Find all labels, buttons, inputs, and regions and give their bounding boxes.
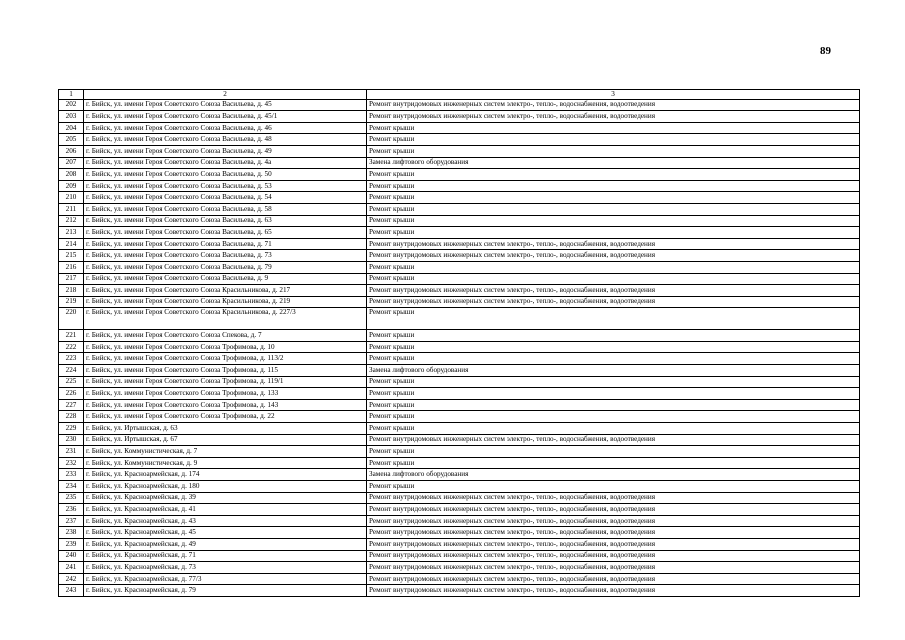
table-row (59, 538, 860, 550)
row-work-type: Ремонт крыши (367, 273, 860, 285)
row-work-type: Ремонт внутридомовых инженерных систем электро-, тепло-, водоснабжения, водоотведения (367, 527, 860, 539)
row-address: г. Бийск, ул. Иртышская, д. 63 (84, 423, 367, 435)
row-address: г. Бийск, ул. имени Героя Советского Союза Трофимова, д. 143 (84, 399, 367, 411)
row-work-type: Ремонт крыши (367, 341, 860, 353)
works-table-body (59, 90, 860, 597)
table-row (59, 388, 860, 400)
row-work-type: Ремонт крыши (367, 134, 860, 146)
table-header-row (59, 90, 860, 100)
row-address: г. Бийск, ул. имени Героя Советского Союза Васильева, д. 63 (84, 215, 367, 227)
row-address: г. Бийск, ул. имени Героя Советского Союза Васильева, д. 71 (84, 238, 367, 250)
row-work-type: Ремонт внутридомовых инженерных систем электро-, тепло-, водоснабжения, водоотведения (367, 238, 860, 250)
row-address: г. Бийск, ул. имени Героя Советского Союза Васильева, д. 46 (84, 122, 367, 134)
table-row (59, 515, 860, 527)
table-row (59, 192, 860, 204)
row-address: г. Бийск, ул. имени Героя Советского Союза Васильева, д. 45/1 (84, 111, 367, 123)
row-address: г. Бийск, ул. Коммунистическая, д. 7 (84, 446, 367, 458)
row-work-type: Ремонт крыши (367, 227, 860, 239)
row-number: 202 (59, 99, 84, 111)
table-row (59, 469, 860, 481)
table-row (59, 145, 860, 157)
row-work-type: Ремонт крыши (367, 388, 860, 400)
row-work-type: Ремонт крыши (367, 180, 860, 192)
table-row (59, 562, 860, 574)
row-number: 214 (59, 238, 84, 250)
row-address: г. Бийск, ул. имени Героя Советского Союза Васильева, д. 58 (84, 203, 367, 215)
row-work-type: Ремонт внутридомовых инженерных систем электро-, тепло-, водоснабжения, водоотведения (367, 515, 860, 527)
row-number: 237 (59, 515, 84, 527)
row-address: г. Бийск, ул. Красноармейская, д. 71 (84, 550, 367, 562)
row-number: 209 (59, 180, 84, 192)
row-address: г. Бийск, ул. Красноармейская, д. 180 (84, 481, 367, 493)
row-work-type: Ремонт крыши (367, 122, 860, 134)
row-number: 215 (59, 250, 84, 262)
row-work-type: Ремонт крыши (367, 399, 860, 411)
row-number: 216 (59, 261, 84, 273)
table-row (59, 273, 860, 285)
table-row (59, 353, 860, 365)
row-number: 211 (59, 203, 84, 215)
row-number: 229 (59, 423, 84, 435)
row-address: г. Бийск, ул. имени Героя Советского Союза Васильева, д. 50 (84, 169, 367, 181)
page-number: 89 (820, 45, 831, 57)
table-row (59, 341, 860, 353)
row-number: 242 (59, 573, 84, 585)
row-address: г. Бийск, ул. Иртышская, д. 67 (84, 434, 367, 446)
table-row (59, 308, 860, 330)
table-row (59, 423, 860, 435)
table-row (59, 434, 860, 446)
row-work-type: Ремонт внутридомовых инженерных систем электро-, тепло-, водоснабжения, водоотведения (367, 99, 860, 111)
row-number: 223 (59, 353, 84, 365)
row-number: 239 (59, 538, 84, 550)
row-number: 205 (59, 134, 84, 146)
row-work-type: Ремонт крыши (367, 192, 860, 204)
row-work-type: Ремонт крыши (367, 446, 860, 458)
row-work-type: Ремонт внутридомовых инженерных систем электро-, тепло-, водоснабжения, водоотведения (367, 111, 860, 123)
table-row (59, 169, 860, 181)
row-number: 235 (59, 492, 84, 504)
row-number: 225 (59, 376, 84, 388)
row-work-type: Ремонт крыши (367, 169, 860, 181)
row-work-type: Ремонт внутридомовых инженерных систем электро-, тепло-, водоснабжения, водоотведения (367, 492, 860, 504)
row-address: г. Бийск, ул. имени Героя Советского Союза Трофимова, д. 22 (84, 411, 367, 423)
row-work-type: Ремонт крыши (367, 353, 860, 365)
row-work-type: Ремонт внутридомовых инженерных систем электро-, тепло-, водоснабжения, водоотведения (367, 504, 860, 516)
row-number: 206 (59, 145, 84, 157)
row-address: г. Бийск, ул. имени Героя Советского Союза Красильникова, д. 219 (84, 296, 367, 308)
row-number: 232 (59, 457, 84, 469)
table-row (59, 180, 860, 192)
row-address: г. Бийск, ул. имени Героя Советского Союза Трофимова, д. 113/2 (84, 353, 367, 365)
row-address: г. Бийск, ул. имени Героя Советского Союза Васильева, д. 54 (84, 192, 367, 204)
row-number: 238 (59, 527, 84, 539)
row-number: 217 (59, 273, 84, 285)
row-number: 224 (59, 365, 84, 377)
row-address: г. Бийск, ул. имени Героя Советского Союза Васильева, д. 45 (84, 99, 367, 111)
row-address: г. Бийск, ул. имени Героя Советского Союза Красильникова, д. 217 (84, 285, 367, 297)
row-address: г. Бийск, ул. Коммунистическая, д. 9 (84, 457, 367, 469)
row-address: г. Бийск, ул. имени Героя Советского Союза Трофимова, д. 115 (84, 365, 367, 377)
row-number: 208 (59, 169, 84, 181)
row-work-type: Ремонт крыши (367, 376, 860, 388)
row-address: г. Бийск, ул. имени Героя Советского Союза Трофимова, д. 10 (84, 341, 367, 353)
table-row (59, 492, 860, 504)
table-row (59, 238, 860, 250)
table-row (59, 527, 860, 539)
row-work-type: Ремонт внутридомовых инженерных систем электро-, тепло-, водоснабжения, водоотведения (367, 296, 860, 308)
row-number: 222 (59, 341, 84, 353)
row-number: 241 (59, 562, 84, 574)
row-address: г. Бийск, ул. имени Героя Советского Союза Трофимова, д. 133 (84, 388, 367, 400)
row-address: г. Бийск, ул. Красноармейская, д. 39 (84, 492, 367, 504)
row-work-type: Замена лифтового оборудования (367, 469, 860, 481)
table-row (59, 376, 860, 388)
table-row (59, 215, 860, 227)
table-row (59, 365, 860, 377)
row-number: 218 (59, 285, 84, 297)
row-address: г. Бийск, ул. Красноармейская, д. 43 (84, 515, 367, 527)
table-row (59, 330, 860, 342)
row-number: 231 (59, 446, 84, 458)
row-work-type: Ремонт внутридомовых инженерных систем электро-, тепло-, водоснабжения, водоотведения (367, 250, 860, 262)
table-row (59, 99, 860, 111)
header-cell-address: 2 (84, 90, 367, 100)
row-address: г. Бийск, ул. Красноармейская, д. 49 (84, 538, 367, 550)
table-row (59, 457, 860, 469)
row-number: 233 (59, 469, 84, 481)
table-row (59, 296, 860, 308)
row-number: 207 (59, 157, 84, 169)
table-row (59, 157, 860, 169)
row-number: 227 (59, 399, 84, 411)
row-work-type: Ремонт внутридомовых инженерных систем электро-, тепло-, водоснабжения, водоотведения (367, 585, 860, 597)
row-work-type: Ремонт крыши (367, 203, 860, 215)
row-number: 228 (59, 411, 84, 423)
row-work-type: Ремонт внутридомовых инженерных систем электро-, тепло-, водоснабжения, водоотведения (367, 573, 860, 585)
table-row (59, 250, 860, 262)
row-address: г. Бийск, ул. имени Героя Советского Союза Васильева, д. 65 (84, 227, 367, 239)
table-row (59, 573, 860, 585)
row-work-type: Ремонт внутридомовых инженерных систем электро-, тепло-, водоснабжения, водоотведения (367, 285, 860, 297)
table-row (59, 550, 860, 562)
row-number: 234 (59, 481, 84, 493)
row-address: г. Бийск, ул. имени Героя Советского Союза Васильева, д. 9 (84, 273, 367, 285)
row-work-type: Ремонт крыши (367, 411, 860, 423)
row-work-type: Ремонт крыши (367, 457, 860, 469)
works-table (58, 89, 860, 597)
row-address: г. Бийск, ул. имени Героя Советского Союза Васильева, д. 48 (84, 134, 367, 146)
table-row (59, 134, 860, 146)
row-address: г. Бийск, ул. имени Героя Советского Союза Васильева, д. 53 (84, 180, 367, 192)
table-row (59, 399, 860, 411)
row-work-type: Замена лифтового оборудования (367, 157, 860, 169)
row-address: г. Бийск, ул. имени Героя Советского Союза Красильникова, д. 227/3 (84, 308, 367, 330)
row-work-type: Ремонт крыши (367, 330, 860, 342)
row-number: 230 (59, 434, 84, 446)
row-address: г. Бийск, ул. имени Героя Советского Союза Васильева, д. 73 (84, 250, 367, 262)
row-address: г. Бийск, ул. Красноармейская, д. 73 (84, 562, 367, 574)
table-row (59, 481, 860, 493)
row-number: 221 (59, 330, 84, 342)
table-row (59, 504, 860, 516)
row-number: 240 (59, 550, 84, 562)
header-cell-work: 3 (367, 90, 860, 100)
row-number: 226 (59, 388, 84, 400)
row-work-type: Ремонт внутридомовых инженерных систем электро-, тепло-, водоснабжения, водоотведения (367, 434, 860, 446)
table-row (59, 285, 860, 297)
row-work-type: Ремонт крыши (367, 145, 860, 157)
row-work-type: Ремонт крыши (367, 423, 860, 435)
table-row (59, 122, 860, 134)
row-work-type: Ремонт внутридомовых инженерных систем электро-, тепло-, водоснабжения, водоотведения (367, 538, 860, 550)
row-number: 236 (59, 504, 84, 516)
row-work-type: Замена лифтового оборудования (367, 365, 860, 377)
row-address: г. Бийск, ул. Красноармейская, д. 79 (84, 585, 367, 597)
header-cell-number: 1 (59, 90, 84, 100)
row-address: г. Бийск, ул. Красноармейская, д. 77/3 (84, 573, 367, 585)
row-number: 219 (59, 296, 84, 308)
row-address: г. Бийск, ул. имени Героя Советского Союза Васильева, д. 4а (84, 157, 367, 169)
row-address: г. Бийск, ул. Красноармейская, д. 45 (84, 527, 367, 539)
table-row (59, 203, 860, 215)
row-address: г. Бийск, ул. имени Героя Советского Союза Васильева, д. 49 (84, 145, 367, 157)
table-row (59, 261, 860, 273)
row-address: г. Бийск, ул. имени Героя Советского Союза Васильева, д. 79 (84, 261, 367, 273)
row-number: 213 (59, 227, 84, 239)
table-row (59, 111, 860, 123)
row-number: 204 (59, 122, 84, 134)
row-work-type: Ремонт крыши (367, 481, 860, 493)
table-row (59, 411, 860, 423)
row-address: г. Бийск, ул. Красноармейская, д. 41 (84, 504, 367, 516)
row-number: 210 (59, 192, 84, 204)
row-address: г. Бийск, ул. Красноармейская, д. 174 (84, 469, 367, 481)
table-row (59, 585, 860, 597)
row-number: 220 (59, 308, 84, 330)
row-work-type: Ремонт крыши (367, 215, 860, 227)
row-number: 212 (59, 215, 84, 227)
row-number: 243 (59, 585, 84, 597)
table-row (59, 227, 860, 239)
row-work-type: Ремонт крыши (367, 308, 860, 330)
row-work-type: Ремонт крыши (367, 261, 860, 273)
row-address: г. Бийск, ул. имени Героя Советского Союза Спекова, д. 7 (84, 330, 367, 342)
row-number: 203 (59, 111, 84, 123)
row-work-type: Ремонт внутридомовых инженерных систем электро-, тепло-, водоснабжения, водоотведения (367, 562, 860, 574)
row-work-type: Ремонт внутридомовых инженерных систем электро-, тепло-, водоснабжения, водоотведения (367, 550, 860, 562)
table-row (59, 446, 860, 458)
row-address: г. Бийск, ул. имени Героя Советского Союза Трофимова, д. 119/1 (84, 376, 367, 388)
